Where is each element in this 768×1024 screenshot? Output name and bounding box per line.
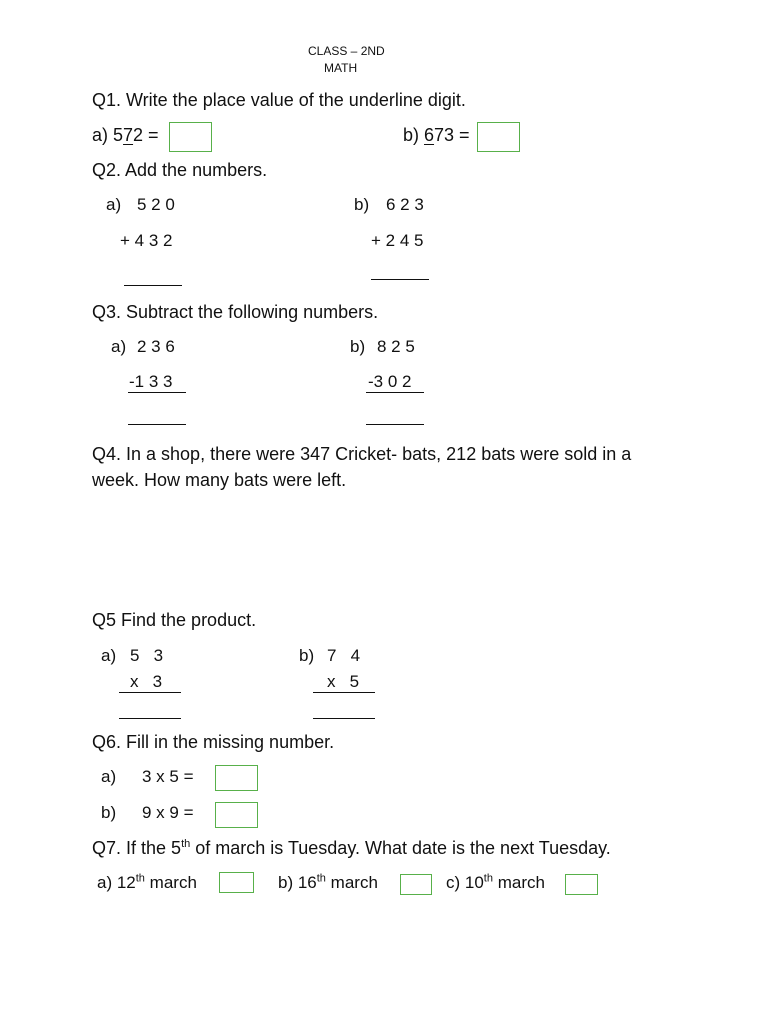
- q6-title: Q6. Fill in the missing number.: [92, 732, 335, 752]
- q7-question: [92, 837, 611, 859]
- q7-sup: th: [181, 838, 191, 850]
- q5-a-top: 5 3: [130, 646, 164, 665]
- q6-b-label: b): [101, 803, 117, 822]
- q1-b-answer-box[interactable]: [477, 122, 520, 152]
- q3-a-top: 2 3 6: [137, 337, 175, 356]
- q3-b-label: b): [350, 337, 366, 356]
- q7-option-a: [97, 873, 197, 893]
- q4-answer-space[interactable]: [92, 500, 662, 600]
- q7-option-b-checkbox[interactable]: [400, 874, 432, 895]
- q5-title: Q5 Find the product.: [92, 610, 257, 630]
- q2-a-label: a): [106, 195, 122, 214]
- q2-b-bottom: + 2 4 5: [371, 231, 424, 250]
- q3-a-answer-line[interactable]: [128, 424, 186, 425]
- q7-option-b-label: b) 16: [278, 873, 317, 892]
- q7-text-before: Q7. If the 5: [92, 838, 182, 858]
- q7-option-a-checkbox[interactable]: [219, 872, 254, 893]
- q5-b-label: b): [299, 646, 315, 665]
- q4-question: Q4. In a shop, there were 347 Cricket- bats, 212 bats were sold in a week. How many bats were left.: [92, 444, 632, 490]
- q2-a-bottom: + 4 3 2: [120, 231, 173, 250]
- q6-a-expr: 3 x 5 =: [142, 767, 194, 786]
- class-label: CLASS – 2ND: [308, 44, 385, 58]
- q3-a-rule: [128, 392, 186, 393]
- q7-option-b: [278, 873, 378, 893]
- q7-option-a-label: a) 12: [97, 873, 136, 892]
- q1-a-answer-box[interactable]: [169, 122, 212, 152]
- q1-b-underlined-digit: 6: [424, 125, 435, 145]
- q5-b-top: 7 4: [327, 646, 361, 665]
- q1-a-underlined-digit: 7: [123, 125, 134, 145]
- q3-title: Q3. Subtract the following numbers.: [92, 302, 379, 322]
- q1-a-text: [92, 124, 159, 146]
- q7-option-a-sup: th: [135, 872, 145, 885]
- q6-a-answer-box[interactable]: [215, 765, 258, 791]
- subject-label: MATH: [324, 61, 358, 75]
- q6-b-expr: 9 x 9 =: [142, 803, 194, 822]
- q7-option-b-sup: th: [316, 872, 326, 885]
- q5-b-answer-line[interactable]: [313, 718, 375, 719]
- q3-b-rule: [366, 392, 424, 393]
- q1-a-suffix: 2 =: [133, 125, 159, 145]
- q7-option-c-sup: th: [483, 872, 493, 885]
- q3-b-bottom: -3 0 2: [368, 372, 412, 391]
- q6-a-label: a): [101, 767, 117, 786]
- q3-a-label: a): [111, 337, 127, 356]
- q5-b-bottom: x 5: [327, 672, 360, 691]
- q6-b-answer-box[interactable]: [215, 802, 258, 828]
- q3-b-answer-line[interactable]: [366, 424, 424, 425]
- q1-title: Q1. Write the place value of the underline digit.: [92, 90, 466, 110]
- q7-option-a-rest: march: [144, 873, 197, 892]
- q5-b-rule: [313, 692, 375, 693]
- q3-b-top: 8 2 5: [377, 337, 415, 356]
- q5-a-answer-line[interactable]: [119, 718, 181, 719]
- q7-option-c-checkbox[interactable]: [565, 874, 598, 895]
- q1-b-text: [403, 124, 470, 146]
- q1-b-suffix: 73 =: [434, 125, 470, 145]
- q7-text-after: of march is Tuesday. What date is the next Tuesday.: [190, 838, 611, 858]
- q2-b-label: b): [354, 195, 370, 214]
- q5-a-bottom: x 3: [130, 672, 163, 691]
- q2-a-answer-line[interactable]: [124, 285, 182, 286]
- q7-option-b-rest: march: [325, 873, 378, 892]
- q2-title: Q2. Add the numbers.: [92, 160, 268, 180]
- q5-a-label: a): [101, 646, 117, 665]
- q2-a-top: 5 2 0: [137, 195, 175, 214]
- q7-option-c-rest: march: [492, 873, 545, 892]
- q1-b-prefix: b): [403, 125, 425, 145]
- q2-b-answer-line[interactable]: [371, 279, 429, 280]
- q7-option-c-label: c) 10: [446, 873, 484, 892]
- q1-a-prefix: a) 5: [92, 125, 124, 145]
- q7-option-c: [446, 873, 545, 893]
- q2-b-top: 6 2 3: [386, 195, 424, 214]
- q5-a-rule: [119, 692, 181, 693]
- q3-a-bottom: -1 3 3: [129, 372, 173, 391]
